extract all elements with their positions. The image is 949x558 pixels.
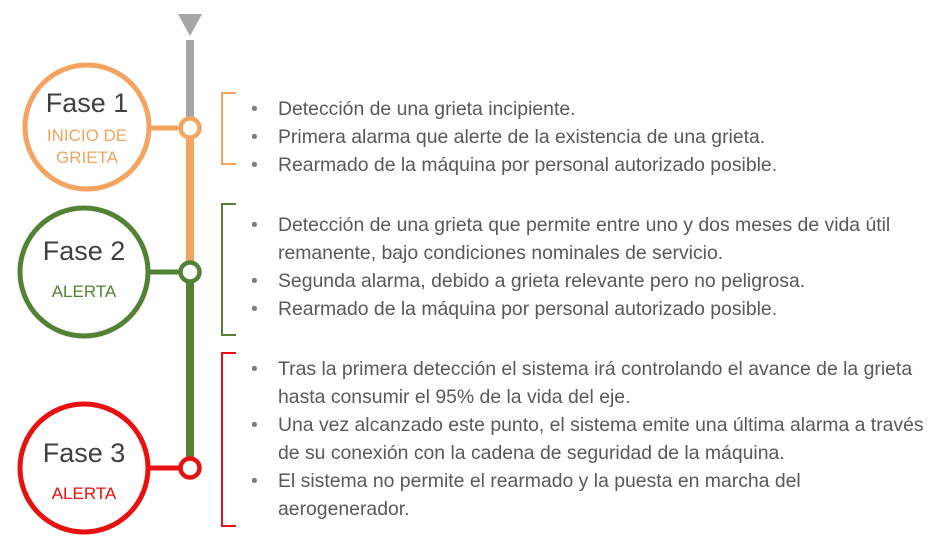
timeline-gray-segment [186, 40, 194, 126]
timeline-green-segment [186, 272, 194, 466]
phase2-subtitle [24, 281, 144, 303]
list-item: • Primera alarma que alerte de la existencia de una grieta. [251, 123, 931, 151]
phase3-subtitle [24, 483, 144, 505]
list-item: • Rearmado de la máquina por personal autorizado posible. [251, 151, 931, 179]
timeline-orange-segment [186, 128, 194, 270]
phase3-bullet-list [251, 355, 931, 523]
phase1-title: Fase 1 [45, 88, 129, 118]
phase3-bracket [222, 353, 236, 526]
phase3-subtitle-line1: ALERTA [51, 484, 117, 503]
list-item: • Una vez alcanzado este punto, el sistema emite una última alarma a través de su conexión con la cadena de seguridad de la máquina. [251, 411, 931, 467]
phase3-label [24, 438, 144, 505]
phase3-node [181, 459, 200, 478]
phase2-subtitle-line1: ALERTA [51, 282, 117, 301]
phase1-bracket [222, 93, 236, 164]
phase2-node [181, 263, 200, 282]
phase1-node [181, 119, 200, 138]
phase1-label [27, 88, 147, 169]
list-item: • Rearmado de la máquina por personal autorizado posible. [251, 295, 931, 323]
phase1-subtitle-line2: GRIETA [55, 148, 119, 168]
phase2-bracket [222, 204, 236, 335]
list-item: • El sistema no permite el rearmado y la puesta en marcha del aerogenerador. [251, 467, 931, 523]
phase1-subtitle [27, 125, 147, 169]
phase2-title: Fase 2 [42, 236, 126, 266]
phase2-bullet-list [251, 211, 931, 323]
list-item: • Detección de una grieta que permite entre uno y dos meses de vida útil remanente, bajo condiciones nominales de servicio. [251, 211, 931, 267]
phase1-bullet-list [251, 95, 931, 179]
phase1-subtitle-line1: INICIO DE [46, 126, 128, 145]
list-item: • Tras la primera detección el sistema irá controlando el avance de la grieta hasta consumir el 95% de la vida del eje. [251, 355, 931, 411]
list-item: • Segunda alarma, debido a grieta relevante pero no peligrosa. [251, 267, 931, 295]
timeline-start-arrow [178, 14, 202, 36]
list-item: • Detección de una grieta incipiente. [251, 95, 931, 123]
phase3-title: Fase 3 [42, 438, 126, 468]
phase2-label [24, 236, 144, 303]
